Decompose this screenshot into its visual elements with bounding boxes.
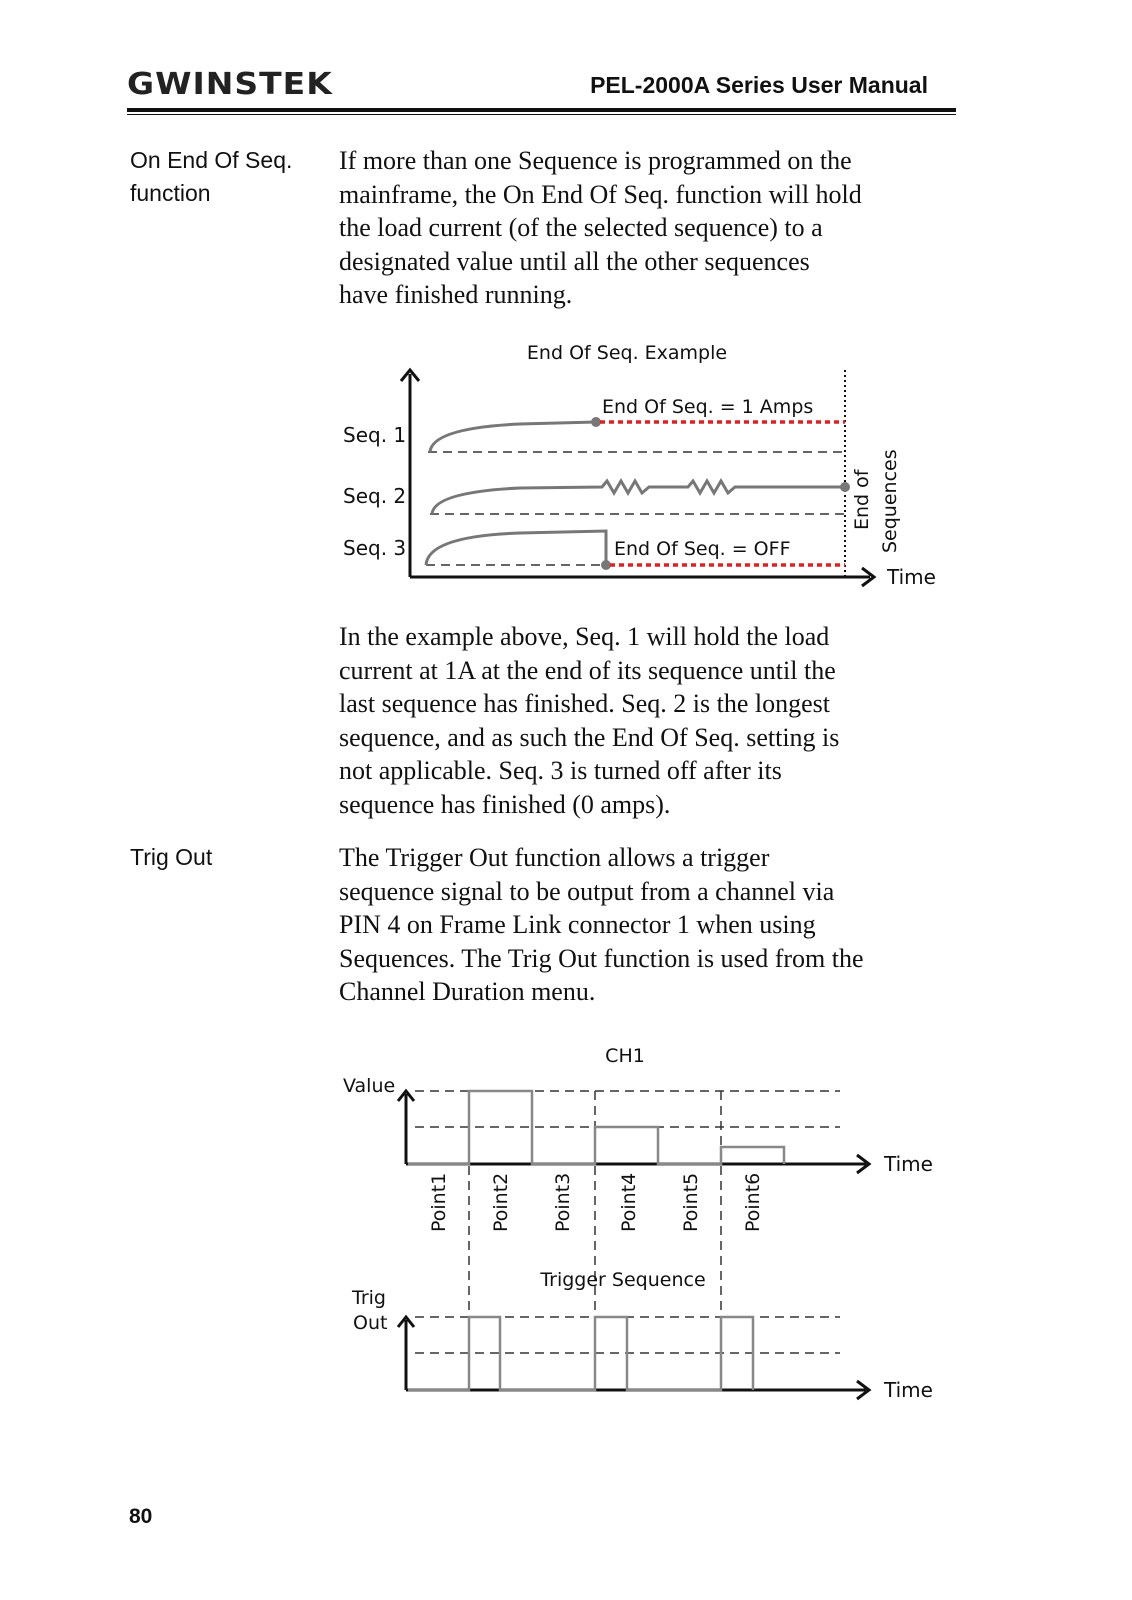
trig-axis-label-line2: Out <box>353 1312 388 1334</box>
diagram-title: End Of Seq. Example <box>526 342 728 364</box>
end-of-seq-explanation <box>339 620 959 821</box>
label-line: On End Of Seq. <box>130 147 293 173</box>
seq1-note: End Of Seq. = 1 Amps <box>602 396 814 418</box>
text-line: The Trigger Out function allows a trigger <box>339 843 770 872</box>
text-line: If more than one Sequence is programmed on the <box>339 146 852 175</box>
trig-time-label: Time <box>884 1378 933 1402</box>
point2-label: Point2 <box>490 1172 512 1232</box>
seq1-end-dot <box>591 417 601 427</box>
point5-label: Point5 <box>680 1172 702 1232</box>
trig-axis-label-line1: Trig <box>352 1287 386 1309</box>
seq2-curve <box>432 481 845 514</box>
text-line: not applicable. Seq. 3 is turned off after its <box>339 756 782 785</box>
text-line: current at 1A at the end of its sequence until the <box>339 655 836 685</box>
label-line: function <box>130 180 211 206</box>
trigger-sequence-title: Trigger Sequence <box>540 1269 706 1291</box>
text-line: PIN 4 on Frame Link connector 1 when using <box>339 910 816 939</box>
seq3-note: End Of Seq. = OFF <box>614 538 791 560</box>
text-line: In the example above, Seq. 1 will hold the load <box>339 622 830 651</box>
text-line: mainframe, the On End Of Seq. function will hold <box>339 179 862 209</box>
text-line: sequence has finished (0 amps). <box>339 789 671 819</box>
seq1-label: Seq. 1 <box>343 423 407 447</box>
seq2-end-dot <box>840 482 850 492</box>
page-number: 80 <box>129 1505 153 1528</box>
text-line: Channel Duration menu. <box>339 977 596 1006</box>
point3-label: Point3 <box>552 1172 574 1232</box>
point1-label: Point1 <box>428 1172 450 1232</box>
point4-label: Point4 <box>618 1172 640 1232</box>
seq3-curve <box>426 531 606 565</box>
section-label-trig-out: Trig Out <box>130 844 213 870</box>
text-line: have finished running. <box>339 280 573 309</box>
text-line: sequence, and as such the End Of Seq. setting is <box>339 722 840 752</box>
trig-diagram-title: CH1 <box>605 1045 645 1067</box>
text-line: last sequence has finished. Seq. 2 is the longest <box>339 689 831 718</box>
brand-logo: GWINSTEK <box>127 65 333 102</box>
manual-title: PEL-2000A Series User Manual <box>590 72 928 98</box>
text-line: sequence signal to be output from a channel via <box>339 876 835 906</box>
end-label-line2: Sequences <box>879 449 901 553</box>
seq3-end-dot <box>601 560 611 570</box>
value-time-label: Time <box>884 1152 933 1176</box>
seq3-label: Seq. 3 <box>343 536 407 560</box>
seq1-curve <box>430 422 596 452</box>
point6-label: Point6 <box>742 1172 764 1232</box>
text-line: designated value until all the other sequences <box>339 246 810 276</box>
text-line: Sequences. The Trig Out function is used from the <box>339 943 864 973</box>
seq2-label: Seq. 2 <box>343 484 407 508</box>
end-label-line1: End of <box>851 469 873 530</box>
x-axis-label: Time <box>887 565 936 589</box>
text-line: the load current (of the selected sequence) to a <box>339 213 823 242</box>
value-axis-label: Value <box>343 1075 396 1097</box>
trig-out-body <box>339 841 959 1009</box>
